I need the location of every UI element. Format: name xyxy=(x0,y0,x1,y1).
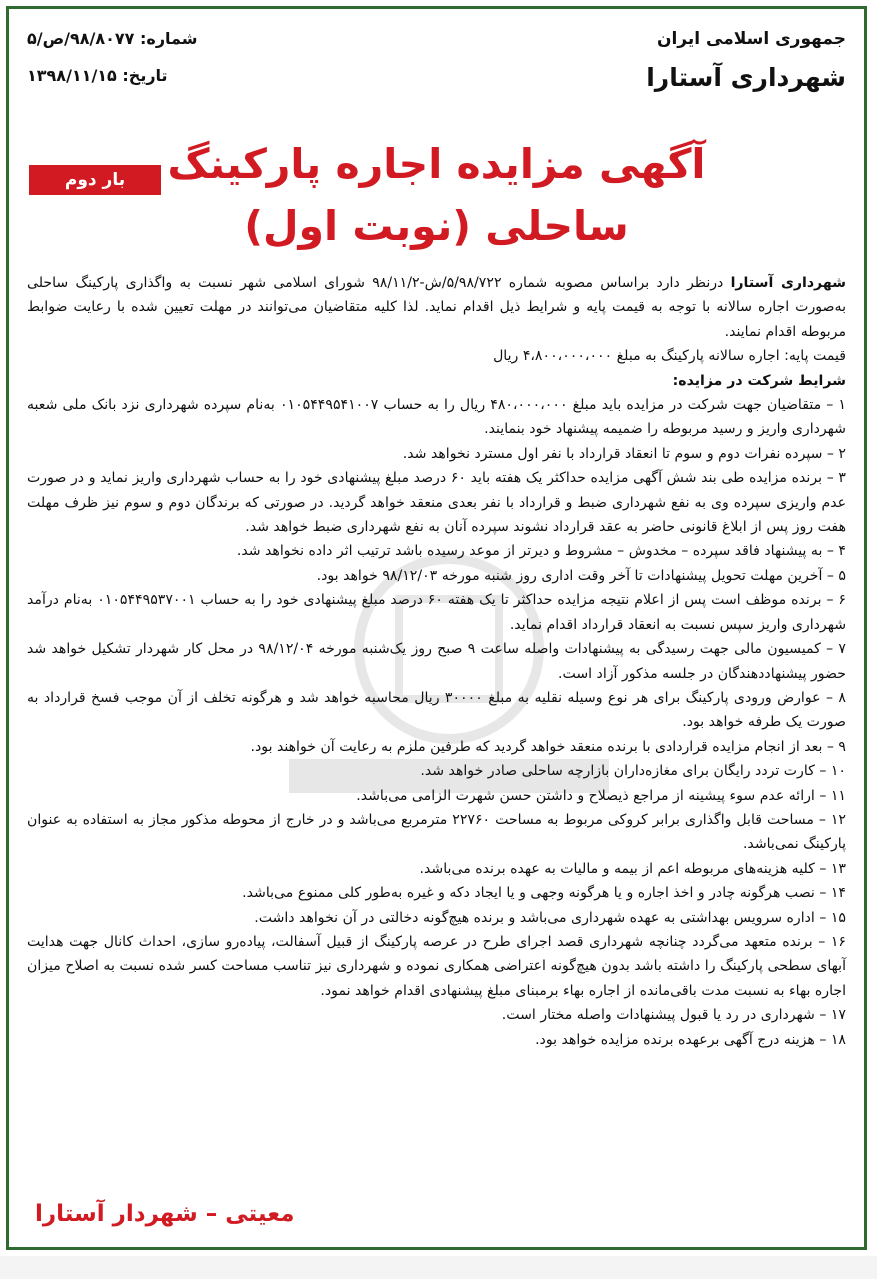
letter-date: تاریخ: ۱۳۹۸/۱۱/۱۵ xyxy=(27,66,168,85)
condition-item: ۱۸ – هزینه درج آگهی برعهده برنده مزایده خواهد بود. xyxy=(535,1031,846,1048)
intro-lead: شهرداری آستارا xyxy=(730,275,846,291)
municipality-name: شهرداری آستارا xyxy=(646,63,846,92)
condition-item: ۵ – آخرین مهلت تحویل پیشنهادات تا آخر وقت اداری روز شنبه مورخه ۹۸/۱۲/۰۳ خواهد بود. xyxy=(316,567,846,584)
issuer-block xyxy=(646,29,846,92)
notice-frame xyxy=(6,6,867,1250)
second-round-badge: بار دوم xyxy=(29,165,161,195)
title-line-2: ساحلی (نوبت اول) xyxy=(244,202,629,250)
condition-item: ۱۶ – برنده متعهد می‌گردد چنانچه شهرداری قصد اجرای طرح در عرصه پارکینگ از قبیل آسفالت، پیاده‌رو سازی، احداث کانال جهت هدایت آبهای سطحی پارکینگ را داشته باشد بدون هیچ‌گونه اعتراضی همکاری نموده و شهرداری نیز تناسب مساحت کسر شده نسبت به اصلاح میزان اجاره بهاء به نسبت مدت باقی‌مانده از اجاره بهاء برمبنای مبلغ پیشنهادی اقدام خواهد نمود. xyxy=(27,933,846,999)
condition-item: ۷ – کمیسیون مالی جهت رسیدگی به پیشنهادات واصله ساعت ۹ صبح روز یک‌شنبه مورخه ۹۸/۱۲/۰۴ در محل کار شهردار تشکیل خواهد شد حضور پیشنهاددهندگان در جلسه مذکور آزاد است. xyxy=(27,641,846,682)
title-line-1: آگهی مزایده اجاره پارکینگ xyxy=(167,140,706,188)
condition-item: ۴ – به پیشنهاد فاقد سپرده – مخدوش – مشروط و دیرتر از موعد رسیده باشد ترتیب اثر داده نخواهد شد. xyxy=(236,543,846,560)
condition-item: ۱۵ – اداره سرویس بهداشتی به عهده شهرداری می‌باشد و برنده هیچ‌گونه دخالتی در آن نخواهد داشت. xyxy=(254,909,846,926)
mayor-signature: معیتی – شهردار آستارا xyxy=(35,1201,295,1227)
base-price: قیمت پایه: اجاره سالانه پارکینگ به مبلغ ۴،۸۰۰،۰۰۰،۰۰۰ ریال xyxy=(493,348,846,365)
reference-block xyxy=(27,29,198,85)
condition-item: ۳ – برنده مزایده طی بند شش آگهی مزایده حداکثر یک هفته باید ۶۰ درصد مبلغ پیشنهادی خود را به حساب شهرداری واریز نماید و در صورت عدم واریزی سپرده وی به نفع شهرداری ضبط و قرارداد با نفر بعدی منعقد خواهد گردید. در صورتی که برندگان دوم و سوم نیز ظرف مهلت هفت روز پس از ابلاغ قانونی حاضر به عقد قرارداد نشوند سپرده آنان به نفع شهرداری ضبط خواهد شد. xyxy=(27,470,846,536)
condition-item: ۲ – سپرده نفرات دوم و سوم تا انعقاد قرارداد با نفر اول مسترد نخواهد شد. xyxy=(402,445,846,462)
condition-item: ۱۰ – کارت تردد رایگان برای مغازه‌داران بازارچه ساحلی صادر خواهد شد. xyxy=(420,763,846,780)
condition-item: ۹ – بعد از انجام مزایده قراردادی با برنده منعقد خواهد گردید که طرفین ملزم به رعایت آن خواهند بود. xyxy=(250,738,846,755)
condition-item: ۱۳ – کلیه هزینه‌های مربوطه اعم از بیمه و مالیات به عهده برنده می‌باشد. xyxy=(419,860,846,877)
condition-item: ۸ – عوارض ورودی پارکینگ برای هر نوع وسیله نقلیه به مبلغ ۳۰۰۰۰ ریال محاسبه خواهد شد و هرگونه تخلف از آن موجب فسخ قرارداد به صورت یک طرفه خواهد بود. xyxy=(27,689,846,731)
condition-item: ۶ – برنده موظف است پس از اعلام نتیجه مزایده حداکثر تا یک هفته ۶۰ درصد مبلغ پیشنهادی خود را به حساب ۰۱۰۵۴۴۹۵۳۷۰۰۱ به‌نام درآمد شهرداری واریز سپس نسبت به انعقاد قرارداد اقدام نماید. xyxy=(27,592,846,633)
notice-title xyxy=(27,133,846,257)
conditions-heading: شرایط شرکت در مزایده: xyxy=(672,372,846,389)
condition-item: ۱ – متقاضیان جهت شرکت در مزایده باید مبلغ ۴۸۰،۰۰۰،۰۰۰ ریال را به حساب ۰۱۰۵۴۴۹۵۴۱۰۰۷ به‌نام سپرده شهرداری نزد بانک ملی شعبه شهرداری واریز و رسید مربوطه را ضمیمه پیشنهاد خود بنمایند. xyxy=(27,397,846,438)
republic-label: جمهوری اسلامی ایران xyxy=(656,29,846,49)
condition-item: ۱۲ – مساحت قابل واگذاری برابر کروکی مربوط به مساحت ۲۲۷۶۰ مترمربع می‌باشد و در خارج از محوطه مذکور مجاز به استفاده به عنوان پارکینگ نمی‌باشد. xyxy=(27,811,846,853)
intro-text: درنظر دارد براساس مصوبه شماره ۵/۹۸/۷۲۲/ش-۹۸/۱۱/۲ شورای اسلامی شهر نسبت به واگذاری پارکینگ ساحلی به‌صورت اجاره سالانه با توجه به قیمت پایه و شرایط ذیل اقدام نماید. لذا کلیه متقاضیان می‌توانند در مهلت تعیین شده با رعایت ضوابط مربوطه اقدام نمایند. xyxy=(27,275,846,340)
condition-item: ۱۷ – شهرداری در رد یا قبول پیشنهادات واصله مختار است. xyxy=(501,1007,846,1024)
notice-body xyxy=(27,271,846,1052)
intro-paragraph xyxy=(27,271,846,344)
condition-item: ۱۱ – ارائه عدم سوء پیشینه از مراجع ذیصلاح و داشتن حسن شهرت الزامی می‌باشد. xyxy=(356,787,846,804)
bottom-margin xyxy=(0,1256,877,1279)
letter-number: شماره: ۹۸/۸۰۷۷/ص/۵ xyxy=(27,29,198,48)
condition-item: ۱۴ – نصب هرگونه چادر و اخذ اجاره و یا هرگونه وجهی و یا ایجاد دکه و غیره به‌طور کلی ممنوع می‌باشد. xyxy=(242,885,846,902)
